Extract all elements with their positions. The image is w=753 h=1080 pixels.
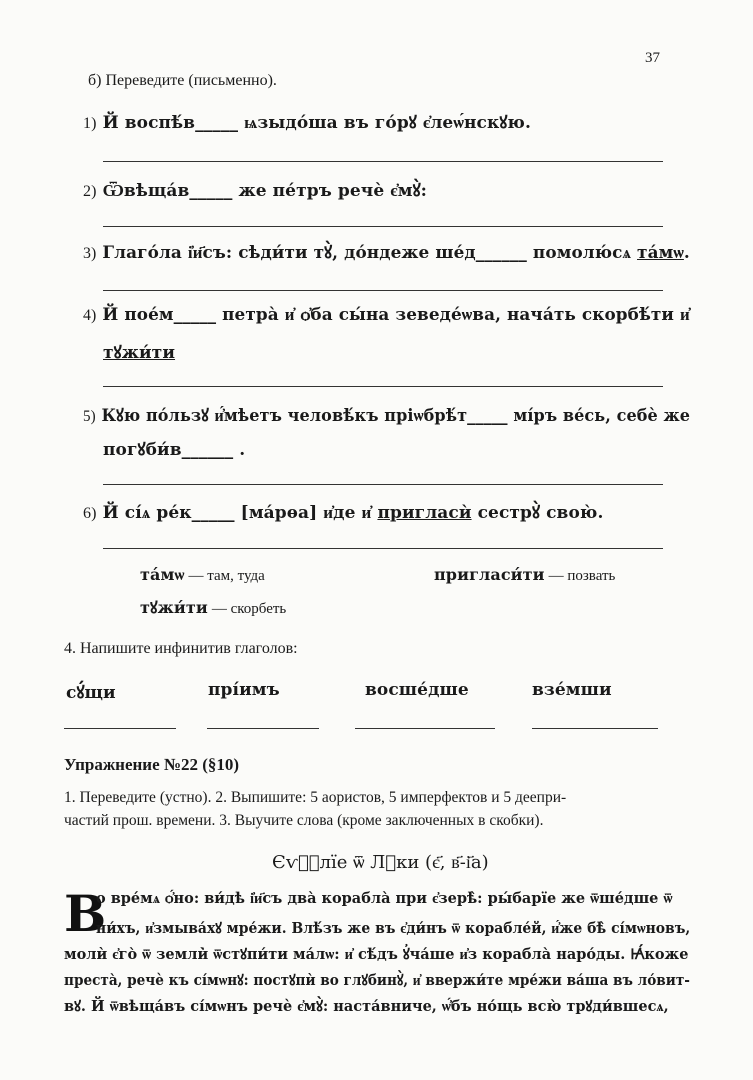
- exercise-instructions-line: частий прош. времени. 3. Выучите слова (кроме заключенных в скобки).: [64, 812, 544, 829]
- glossary-term: та́мѡ: [140, 565, 185, 584]
- sentence-text: Й пое́м: [102, 305, 174, 325]
- answer-line: [532, 728, 658, 729]
- verb-word: взе́мши: [532, 680, 612, 700]
- blank: _____: [173, 305, 217, 325]
- blank: ______: [475, 243, 527, 263]
- sentence-number: 3): [83, 245, 97, 262]
- text-line: вꙋ. Й ѿвѣща́въ сі́мѡнъ речѐ є҆мꙋ̀: наста́вниче, ѡ҆́бъ но́щь всю̀ трꙋди́вшесѧ,: [64, 998, 669, 1015]
- sentence-6: [83, 500, 603, 523]
- blank: ______: [181, 440, 234, 460]
- answer-line: [103, 484, 663, 485]
- sentence-number: 4): [83, 307, 97, 324]
- answer-line: [103, 548, 663, 549]
- sentence-text: Й воспѣ́в: [102, 113, 196, 133]
- sentence-text: Кꙋю по́льзꙋ и҆́мѣетъ человѣ́къ пріѡбрѣ́т: [101, 406, 468, 426]
- underlined-word: пригласѝ: [377, 503, 472, 523]
- sentence-text: [ма́рѳа] и҆де и҆: [234, 503, 378, 523]
- sentence-2: [83, 178, 427, 201]
- blank: _____: [467, 406, 508, 426]
- sentence-text: погꙋби́в: [103, 440, 182, 460]
- glossary-entry: [434, 565, 615, 585]
- sentence-number: 2): [83, 183, 97, 200]
- sentence-text: Ѿвѣща́в: [102, 181, 190, 201]
- sentence-number: 6): [83, 505, 97, 522]
- sentence-text: сестрꙋ̀ свою̀.: [471, 503, 604, 523]
- drop-cap: В: [64, 884, 107, 943]
- underlined-word: та́мѡ: [637, 243, 684, 263]
- sentence-text: Глаго́ла і҆и҃съ: сѣди́ти тꙋ̀, до́ндеже ше́д: [102, 243, 476, 263]
- sentence-text: помолю́сѧ: [526, 243, 638, 263]
- sentence-text: же пе́тръ речѐ є҆мꙋ̀:: [232, 181, 428, 201]
- sentence-5-continuation: [103, 437, 245, 460]
- page-number: 37: [645, 50, 660, 66]
- glossary-definition: — скорбеть: [211, 601, 287, 617]
- answer-line: [64, 728, 176, 729]
- section-b-instruction: б) Переведите (письменно).: [88, 72, 277, 89]
- sentence-text: ѩзыдо́ша въ го́рꙋ є҆леѡ́нскꙋю.: [238, 113, 531, 133]
- text-line: преста̀, речѐ къ сі́мѡнꙋ: постꙋпѝ во глꙋбинꙋ̀, и҆ ввержи́те мре́жи ва́ша въ ло́вит-: [64, 972, 690, 989]
- reading-title: Єѵⷢ҇лїе ѿ Лꙋки (є҃, в҃-і҃а): [272, 852, 489, 873]
- glossary-definition: — там, туда: [188, 568, 265, 584]
- answer-line: [355, 728, 495, 729]
- sentence-3: [83, 240, 690, 263]
- sentence-4: [83, 305, 690, 325]
- glossary-entry: [140, 596, 286, 618]
- glossary-entry: [140, 565, 265, 585]
- section-4-instruction: 4. Напишите инфинитив глаголов:: [64, 640, 298, 657]
- exercise-instructions-line: 1. Переведите (устно). 2. Выпишите: 5 аористов, 5 имперфектов и 5 деепри-: [64, 789, 567, 806]
- text-line: о вре́мѧ ѻ҆́но: ви́дѣ і҆и҃съ два̀ корабла̀ при є҆зерѣ̀: ры́барїе же ѿше́дше ѿ: [96, 890, 673, 907]
- answer-line: [103, 386, 663, 387]
- answer-line: [103, 290, 663, 291]
- sentence-text: .: [233, 440, 246, 460]
- answer-line: [103, 226, 663, 227]
- sentence-text: .: [683, 243, 690, 263]
- sentence-text: мі́ръ ве́сь, себѐ же: [507, 406, 691, 426]
- verb-word: прі́имъ: [208, 680, 280, 700]
- answer-line: [103, 161, 663, 162]
- exercise-title: Упражнение №22 (§10): [64, 755, 240, 774]
- glossary-term: пригласи́ти: [434, 565, 545, 584]
- answer-line: [207, 728, 319, 729]
- text-line: молѝ є҆го̀ ѿ земли̇̀ ѿстꙋпи́ти ма́лѡ: и҆ сѣ́дъ ꙋ҆ча́ше и҆з корабла̀ наро́ды. Ꙗ҆́коже: [64, 946, 689, 963]
- sentence-text: Й сі́ѧ ре́к: [102, 503, 192, 523]
- sentence-number: 1): [83, 115, 97, 132]
- blank: _____: [191, 503, 235, 523]
- sentence-number: 5): [83, 408, 96, 425]
- text-line: ни́хъ, и҆змыва́хꙋ мре́жи. Влѣ́зъ же въ є҆ди́нъ ѿ корабле́й, и҆́же бѣ̀ сі́мѡновъ,: [96, 920, 691, 937]
- sentence-4-continuation: тꙋжи́ти: [103, 343, 176, 363]
- blank: _____: [189, 181, 233, 201]
- verb-word: сꙋ́щи: [66, 683, 116, 703]
- sentence-5: [83, 403, 690, 426]
- verb-word: восше́дше: [365, 680, 469, 700]
- sentence-text: петра̀ и҆ ѻ҆ба сы́на зеведе́ѡва, нача́ть скорбѣ́ти и҆: [216, 305, 690, 325]
- blank: _____: [195, 113, 239, 133]
- glossary-term: тꙋжи́ти: [140, 598, 208, 617]
- glossary-definition: — позвать: [548, 568, 616, 584]
- sentence-1: [83, 110, 531, 133]
